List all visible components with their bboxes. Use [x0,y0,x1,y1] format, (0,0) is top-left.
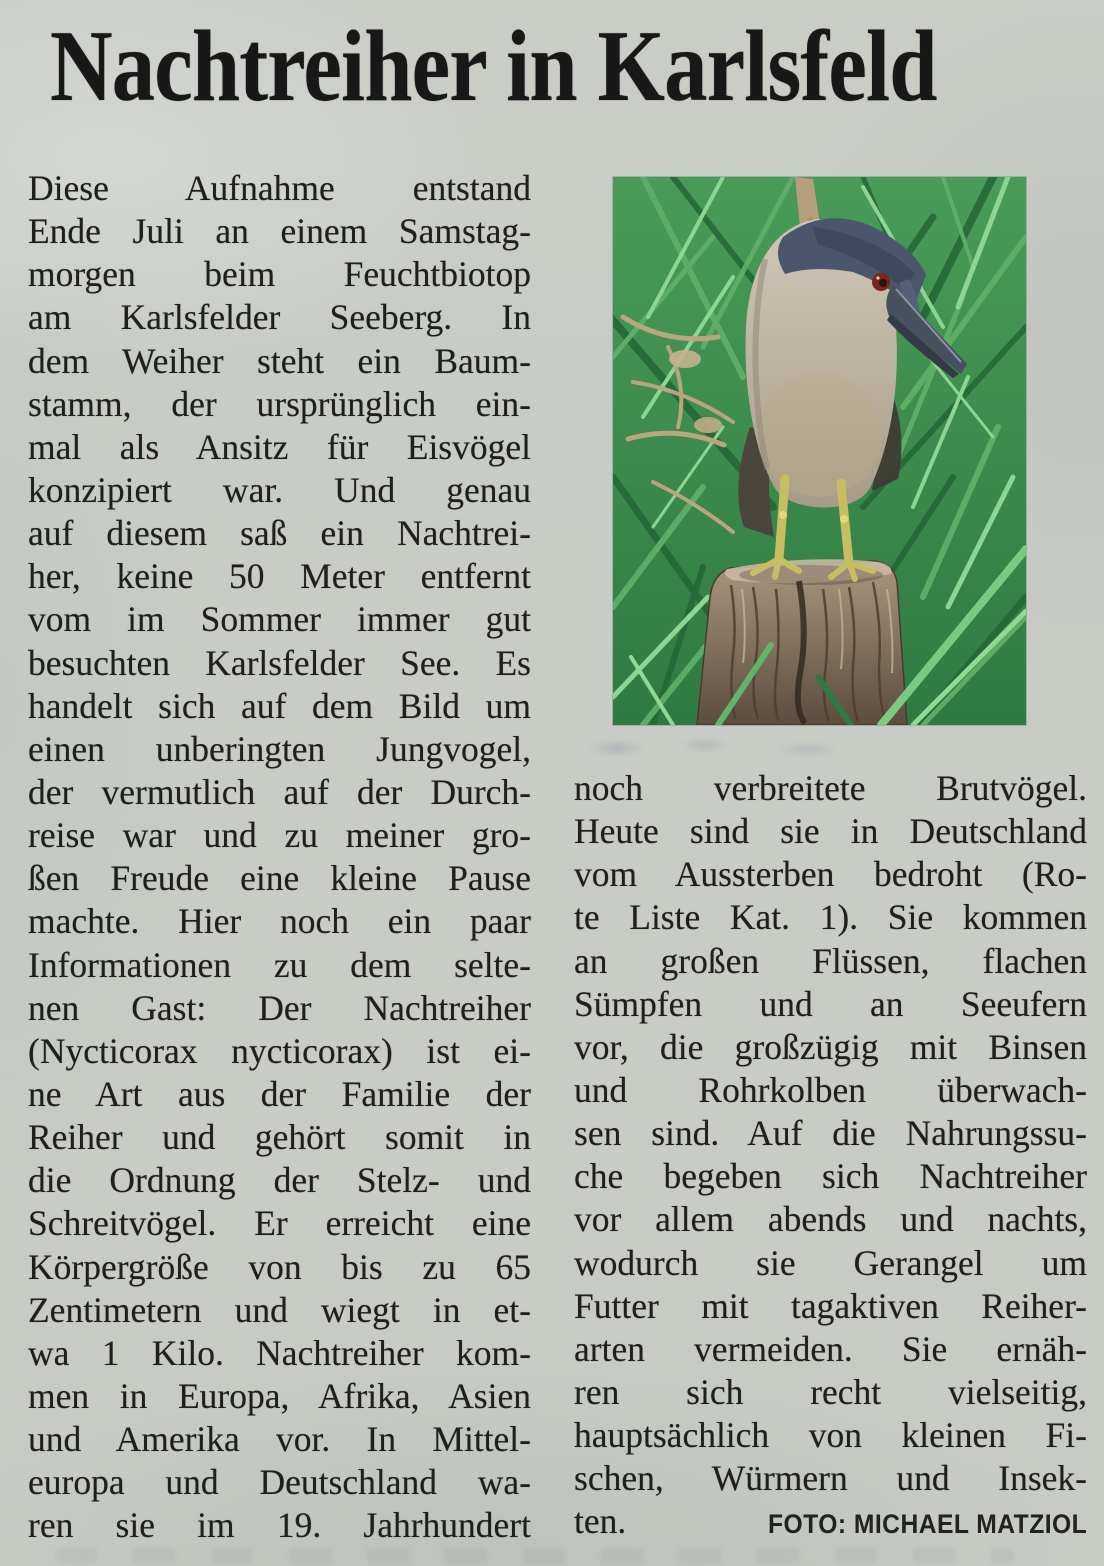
text-line: Zentimetern und wiegt in et- [28,1289,531,1330]
article-last-line-row [574,1500,1087,1544]
text-line: her, keine 50 Meter entfernt [28,556,531,597]
text-line: hauptsächlich von kleinen Fi- [574,1415,1087,1456]
text-line: nen Gast: Der Nachtreiher [28,987,531,1028]
text-line: Reiher und gehört somit in [28,1117,531,1158]
print-bleed-artifact [576,733,916,763]
text-line: ßen Freude eine kleine Pause [28,858,531,899]
text-line: Futter mit tagaktiven Reiher- [574,1285,1087,1326]
text-line: ren sich recht vielseitig, [574,1371,1087,1412]
text-line: Informationen zu dem selte- [28,944,531,985]
text-line: die Ordnung der Stelz- und [28,1160,531,1201]
text-line: men in Europa, Afrika, Asien [28,1375,531,1416]
article-last-word: ten. [574,1501,627,1541]
article-column-left [28,167,531,1548]
text-line: an großen Flüssen, flachen [574,940,1087,981]
text-line: vor allem abends und nachts, [574,1199,1087,1240]
text-line: machte. Hier noch ein paar [28,901,531,942]
text-line: und Amerika vor. In Mittel- [28,1419,531,1460]
text-line: (Nycticorax nycticorax) ist ei- [28,1030,531,1071]
text-line: sen sind. Auf die Nahrungssu- [574,1113,1087,1154]
night-heron-photo-illustration [613,177,1026,725]
article-headline: Nachtreiher in Karlsfeld [50,10,937,123]
text-line: Ende Juli an einem Samstag- [28,211,531,252]
text-line: morgen beim Feuchtbiotop [28,254,531,295]
text-line: vom Aussterben bedroht (Ro- [574,854,1087,895]
text-line: handelt sich auf dem Bild um [28,685,531,726]
text-line: wodurch sie Gerangel um [574,1242,1087,1283]
photo-credit: FOTO: MICHAEL MATZIOL [767,1509,1087,1539]
text-line: Heute sind sie in Deutschland [574,811,1087,852]
print-bleed-artifact [55,1548,1015,1563]
text-line: Diese Aufnahme entstand [28,168,531,208]
text-line: noch verbreitete Brutvögel. [574,768,1087,808]
text-line: dem Weiher steht ein Baum- [28,340,531,381]
text-line: ne Art aus der Familie der [28,1073,531,1114]
text-line: mal als Ansitz für Eisvögel [28,426,531,467]
text-line: einen unberingten Jungvogel, [28,728,531,769]
text-line: Sümpfen und an Seeufern [574,983,1087,1024]
text-line: besuchten Karlsfelder See. Es [28,642,531,683]
text-line: reise war und zu meiner gro- [28,815,531,856]
text-line: vom im Sommer immer gut [28,599,531,640]
night-heron-photo [613,177,1026,725]
text-line: europa und Deutschland wa- [28,1462,531,1503]
text-line: am Karlsfelder Seeberg. In [28,297,531,338]
text-line: Schreitvögel. Er erreicht eine [28,1203,531,1244]
text-line: konzipiert war. Und genau [28,469,531,510]
text-line: te Liste Kat. 1). Sie kommen [574,897,1087,938]
text-line: schen, Würmern und Insek- [574,1458,1087,1499]
article-column-right [574,767,1087,1500]
text-line: ren sie im 19. Jahrhundert [28,1505,531,1546]
text-line: auf diesem saß ein Nachtrei- [28,513,531,554]
text-line: Körpergröße von bis zu 65 [28,1246,531,1287]
text-line: arten vermeiden. Sie ernäh- [574,1328,1087,1369]
text-line: und Rohrkolben überwach- [574,1069,1087,1110]
text-line: der vermutlich auf der Durch- [28,771,531,812]
text-line: vor, die großzügig mit Binsen [574,1026,1087,1067]
text-line: che begeben sich Nachtreiher [574,1156,1087,1197]
text-line: wa 1 Kilo. Nachtreiher kom- [28,1332,531,1373]
text-line: stamm, der ursprünglich ein- [28,383,531,424]
